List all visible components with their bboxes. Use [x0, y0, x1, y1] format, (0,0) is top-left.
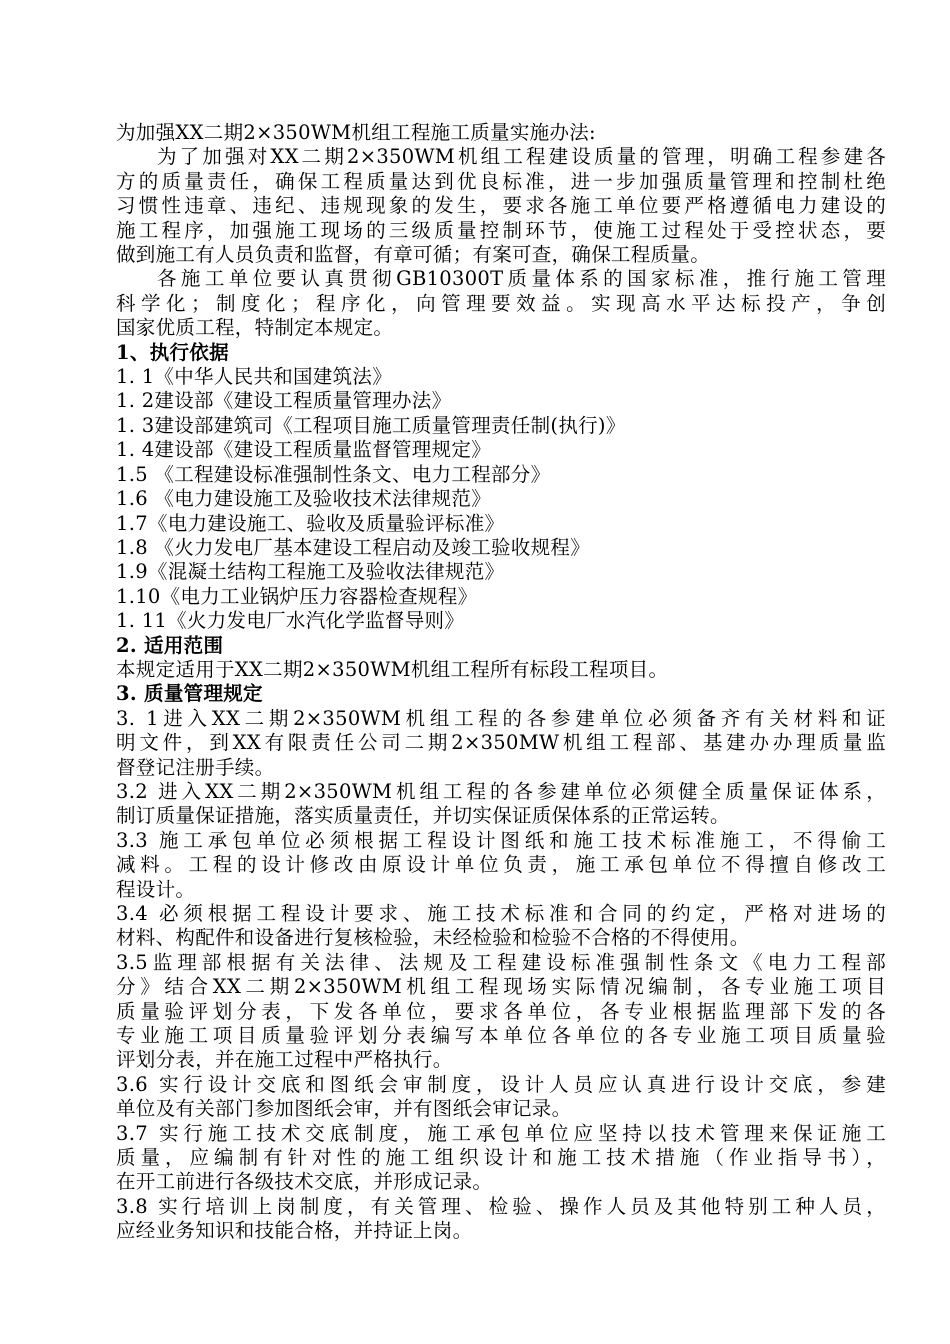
text-line: 方的质量责任，确保工程质量达到优良标准，进一步加强质量管理和控制杜绝	[116, 169, 886, 193]
section-1-list	[116, 365, 886, 633]
intro-paragraph-1	[116, 145, 886, 267]
text-line: 3.3 施工承包单位必须根据工程设计图纸和施工技术标准施工，不得偷工	[116, 828, 886, 852]
text-line: 材料、构配件和设备进行复核检验，未经检验和检验不合格的不得使用。	[116, 926, 750, 950]
text-line: 3.6 实行设计交底和图纸会审制度，设计人员应认真进行设计交底，参建	[116, 1072, 886, 1096]
clause-3-5	[116, 951, 886, 1073]
list-item: 1. 11《火力发电厂水汽化学监督导则》	[116, 609, 465, 633]
text-line: 各施工单位要认真贯彻GB10300T质量体系的国家标准，推行施工管理	[157, 267, 886, 291]
list-item: 1.7《电力建设施工、验收及质量验评标准》	[116, 511, 505, 535]
text-line: 科学化；制度化；程序化，向管理要效益。实现高水平达标投产，争创	[116, 291, 886, 315]
clause-3-6	[116, 1073, 886, 1122]
text-line: 3.4 必须根据工程设计要求、施工技术标准和合同的约定，严格对进场的	[116, 902, 886, 925]
text-line: 督登记注册手续。	[116, 755, 275, 779]
text-line: 制订质量保证措施，落实质量责任，并切实保证质保体系的正常运转。	[116, 804, 730, 828]
text-line: 国家优质工程，特制定本规定。	[116, 316, 394, 340]
section-2-text: 本规定适用于XX二期2×350WM机组工程所有标段工程项目。	[116, 657, 669, 681]
section-2-heading: 2. 适用范围	[116, 633, 224, 657]
intro-paragraph-2	[116, 267, 886, 340]
text-line: 分》结合XX二期2×350WM机组工程现场实际情况编制，各专业施工项目	[116, 975, 886, 999]
text-line: 专业施工项目质量验评划分表编写本单位各单位的各专业施工项目质量验	[116, 1024, 886, 1048]
clause-3-1	[116, 707, 886, 780]
text-line: 3.2 进入XX二期2×350WM机组工程的各参建单位必须健全质量保证体系，	[116, 779, 886, 803]
list-item: 1.10《电力工业锅炉压力容器检查规程》	[116, 584, 478, 608]
list-item: 1.8 《火力发电厂基本建设工程启动及竣工验收规程》	[116, 535, 591, 559]
intro-title: 为加强XX二期2×350WM机组工程施工质量实施办法:	[116, 121, 596, 144]
text-line: 施工程序，加强施工现场的三级质量控制环节，使施工过程处于受控状态，要	[116, 218, 886, 242]
text-line: 在开工前进行各级技术交底，并形成记录。	[116, 1170, 493, 1194]
text-line: 习惯性违章、违纪、违规现象的发生，要求各施工单位要严格遵循电力建设的	[116, 194, 886, 218]
list-item: 1. 3建设部建筑司《工程项目施工质量管理责任制(执行)》	[116, 413, 626, 437]
text-line: 3.5监理部根据有关法律、法规及工程建设标准强制性条文《电力工程部	[116, 950, 886, 974]
text-line: 为了加强对XX二期2×350WM机组工程建设质量的管理，明确工程参建各	[157, 145, 886, 169]
clause-3-4	[116, 902, 886, 951]
text-line: 质量，应编制有针对性的施工组织设计和施工技术措施（作业指导书），	[116, 1146, 886, 1170]
text-line: 3.8 实行培训上岗制度，有关管理、检验、操作人员及其他特别工种人员，	[116, 1194, 886, 1218]
section-3-heading: 3. 质量管理规定	[116, 682, 263, 706]
clause-3-7	[116, 1122, 886, 1195]
clause-3-8	[116, 1195, 886, 1244]
list-item: 1.9《混凝土结构工程施工及验收法律规范》	[116, 560, 505, 584]
list-item: 1. 4建设部《建设工程质量监督管理规定》	[116, 438, 492, 462]
section-1-heading: 1、执行依据	[116, 340, 229, 364]
text-line: 质量验评划分表，下发各单位，要求各单位，各专业根据监理部下发的各	[116, 999, 886, 1023]
text-line: 评划分表，并在施工过程中严格执行。	[116, 1048, 453, 1072]
document-body	[116, 121, 886, 1244]
clause-3-3	[116, 829, 886, 902]
list-item: 1. 1《中华人民共和国建筑法》	[116, 365, 393, 389]
text-line: 单位及有关部门参加图纸会审，并有图纸会审记录。	[116, 1097, 572, 1121]
text-line: 应经业务知识和技能合格，并持证上岗。	[116, 1219, 473, 1243]
text-line: 3.7 实行施工技术交底制度，施工承包单位应坚持以技术管理来保证施工	[116, 1121, 886, 1145]
list-item: 1.5 《工程建设标准强制性条文、电力工程部分》	[116, 462, 551, 486]
text-line: 减料。工程的设计修改由原设计单位负责，施工承包单位不得擅自修改工	[116, 853, 886, 877]
list-item: 1. 2建设部《建设工程质量管理办法》	[116, 389, 452, 413]
text-line: 明文件，到XX有限责任公司二期2×350MW机组工程部、基建办办理质量监	[116, 731, 886, 755]
clause-3-2	[116, 780, 886, 829]
list-item: 1.6 《电力建设施工及验收技术法律规范》	[116, 487, 492, 511]
text-line: 做到施工有人员负责和监督，有章可循；有案可查，确保工程质量。	[116, 243, 711, 267]
text-line: 程设计。	[116, 877, 196, 901]
text-line: 3. 1进入XX二期2×350WM机组工程的各参建单位必须备齐有关材料和证	[116, 706, 886, 730]
